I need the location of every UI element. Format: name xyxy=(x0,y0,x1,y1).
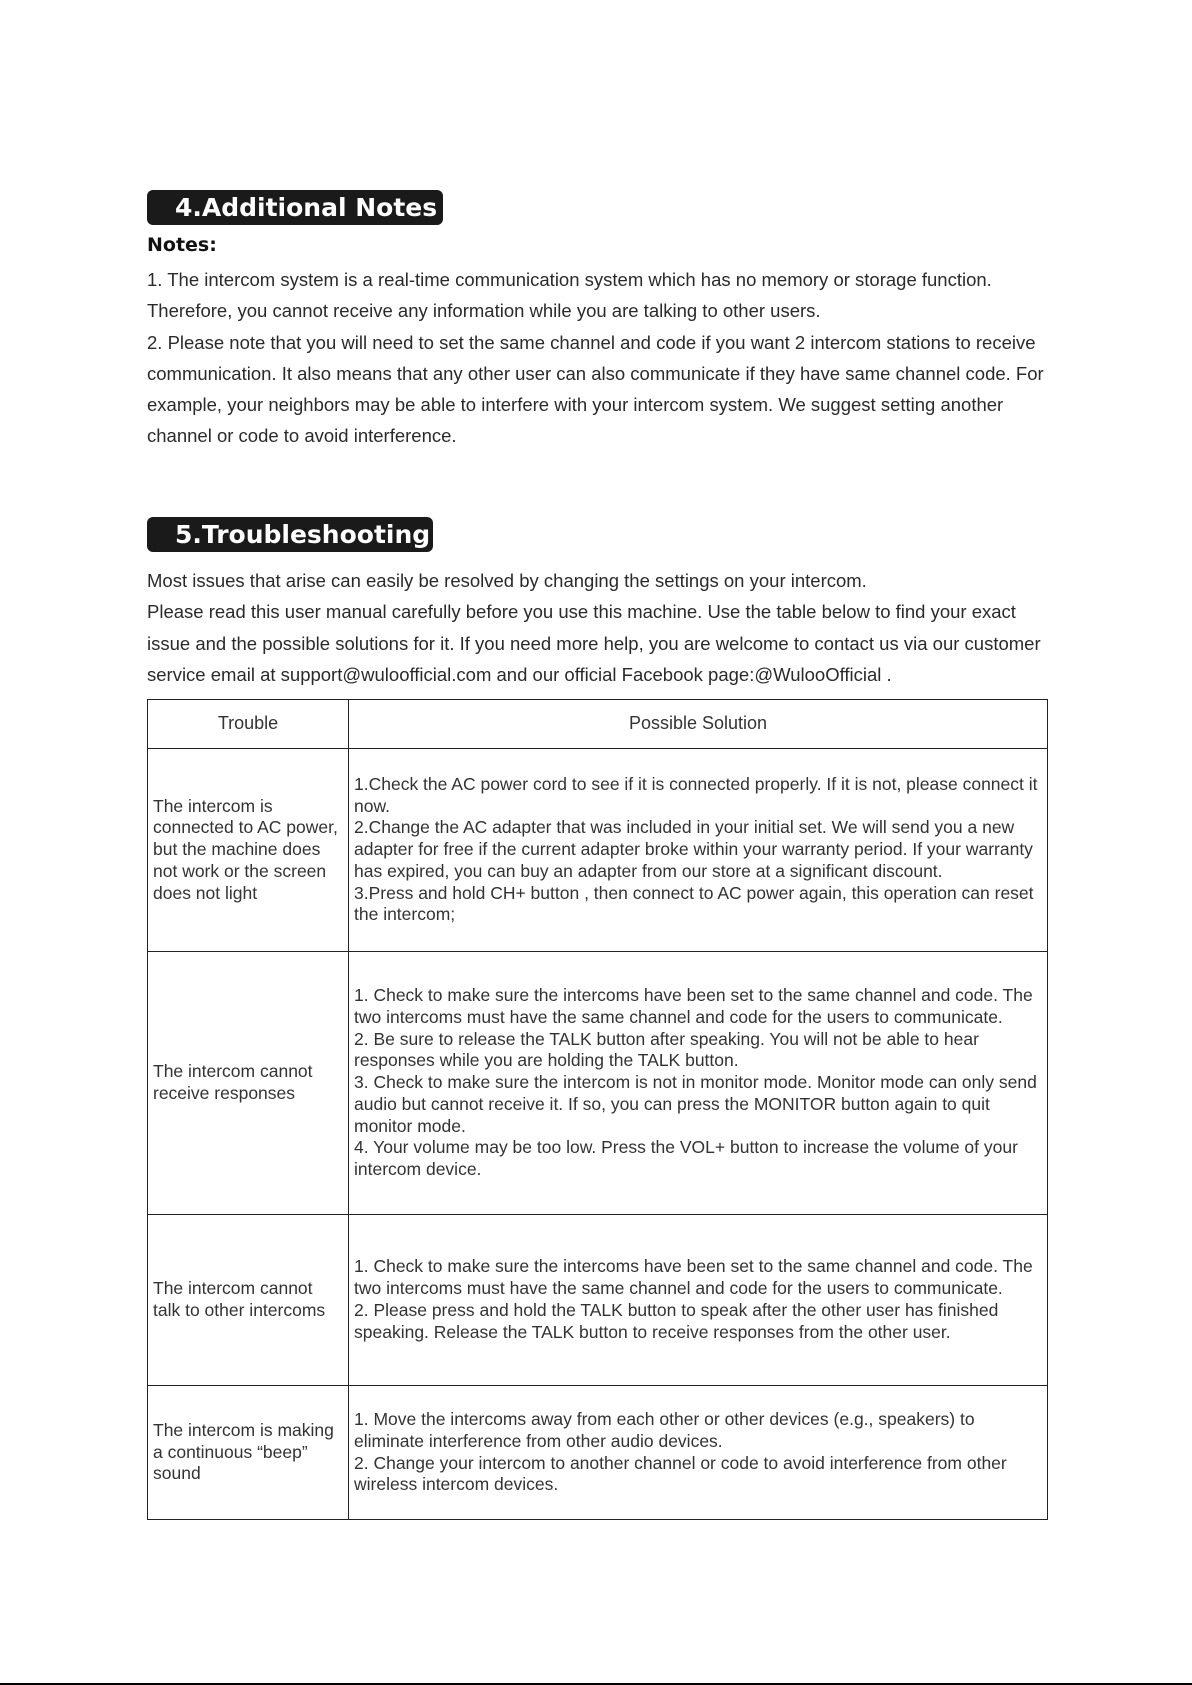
table-row xyxy=(148,749,1048,952)
solution-item: 3.Press and hold CH+ button , then connect to AC power again, this operation can reset the intercom; xyxy=(354,882,1034,925)
table-header-row xyxy=(148,700,1048,749)
solution-cell xyxy=(349,952,1048,1215)
notes-label: Notes: xyxy=(147,234,217,256)
solution-item: 3. Check to make sure the intercom is not in monitor mode. Monitor mode can only send audio but cannot receive it. If so, you can press the MONITOR button again to quit monitor mode. xyxy=(354,1072,1037,1136)
solution-cell xyxy=(349,1386,1048,1520)
trouble-cell: The intercom cannot talk to other intercoms xyxy=(148,1215,349,1386)
notes-body xyxy=(147,264,1047,452)
note-paragraph-1: 1. The intercom system is a real-time communication system which has no memory or storage function. Therefore, you cannot receive any information while you are talking to other users. xyxy=(147,269,992,322)
solution-cell xyxy=(349,749,1048,952)
solution-item: 1.Check the AC power cord to see if it is connected properly. If it is not, please connect it now. xyxy=(354,773,1038,816)
intro-paragraph-1: Most issues that arise can easily be resolved by changing the settings on your intercom. xyxy=(147,570,867,591)
table-row xyxy=(148,1215,1048,1386)
troubleshooting-intro xyxy=(147,565,1047,690)
table-row xyxy=(148,952,1048,1215)
solution-item: 2.Change the AC adapter that was included in your initial set. We will send you a new adapter for free if the current adapter broke within your warranty period. If your warranty has expired, you can buy an adapter from our store at a significant discount. xyxy=(354,817,1033,881)
note-paragraph-2: 2. Please note that you will need to set the same channel and code if you want 2 intercom stations to receive communication. It also means that any other user can also communicate if they have same channel code. For example, your neighbors may be able to interfere with your intercom system. We suggest setting another channel or code to avoid interference. xyxy=(147,331,1044,447)
trouble-cell: The intercom cannot receive responses xyxy=(148,952,349,1215)
trouble-cell: The intercom is making a continuous “beep” sound xyxy=(148,1386,349,1520)
solution-item: 1. Check to make sure the intercoms have been set to the same channel and code. The two intercoms must have the same channel and code for the users to communicate. xyxy=(354,1256,1033,1299)
section-4-heading: 4.Additional Notes xyxy=(147,190,443,225)
troubleshooting-table xyxy=(147,699,1048,1520)
intro-paragraph-2: Please read this user manual carefully before you use this machine. Use the table below to find your exact issue and the possible solutions for it. If you need more help, you are welcome to contact us via our customer service email at support@wuloofficial.com and our official Facebook page:@WulooOfficial . xyxy=(147,601,1041,685)
trouble-cell: The intercom is connected to AC power, but the machine does not work or the screen does not light xyxy=(148,749,349,952)
solution-item: 1. Check to make sure the intercoms have been set to the same channel and code. The two intercoms must have the same channel and code for the users to communicate. xyxy=(354,984,1033,1027)
solution-item: 4. Your volume may be too low. Press the VOL+ button to increase the volume of your intercom device. xyxy=(354,1137,1018,1180)
solution-item: 2. Change your intercom to another channel or code to avoid interference from other wireless intercom devices. xyxy=(354,1452,1007,1495)
solution-item: 1. Move the intercoms away from each other or other devices (e.g., speakers) to eliminate interference from other audio devices. xyxy=(354,1408,975,1451)
column-header-solution: Possible Solution xyxy=(349,700,1048,749)
solution-item: 2. Please press and hold the TALK button to speak after the other user has finished speaking. Release the TALK button to receive responses from the other user. xyxy=(354,1300,999,1342)
solution-cell xyxy=(349,1215,1048,1386)
table-row xyxy=(148,1386,1048,1520)
solution-item: 2. Be sure to release the TALK button after speaking. You will not be able to hear responses while you are holding the TALK button. xyxy=(354,1028,979,1071)
section-5-heading: 5.Troubleshooting xyxy=(147,517,433,552)
column-header-trouble: Trouble xyxy=(148,700,349,749)
